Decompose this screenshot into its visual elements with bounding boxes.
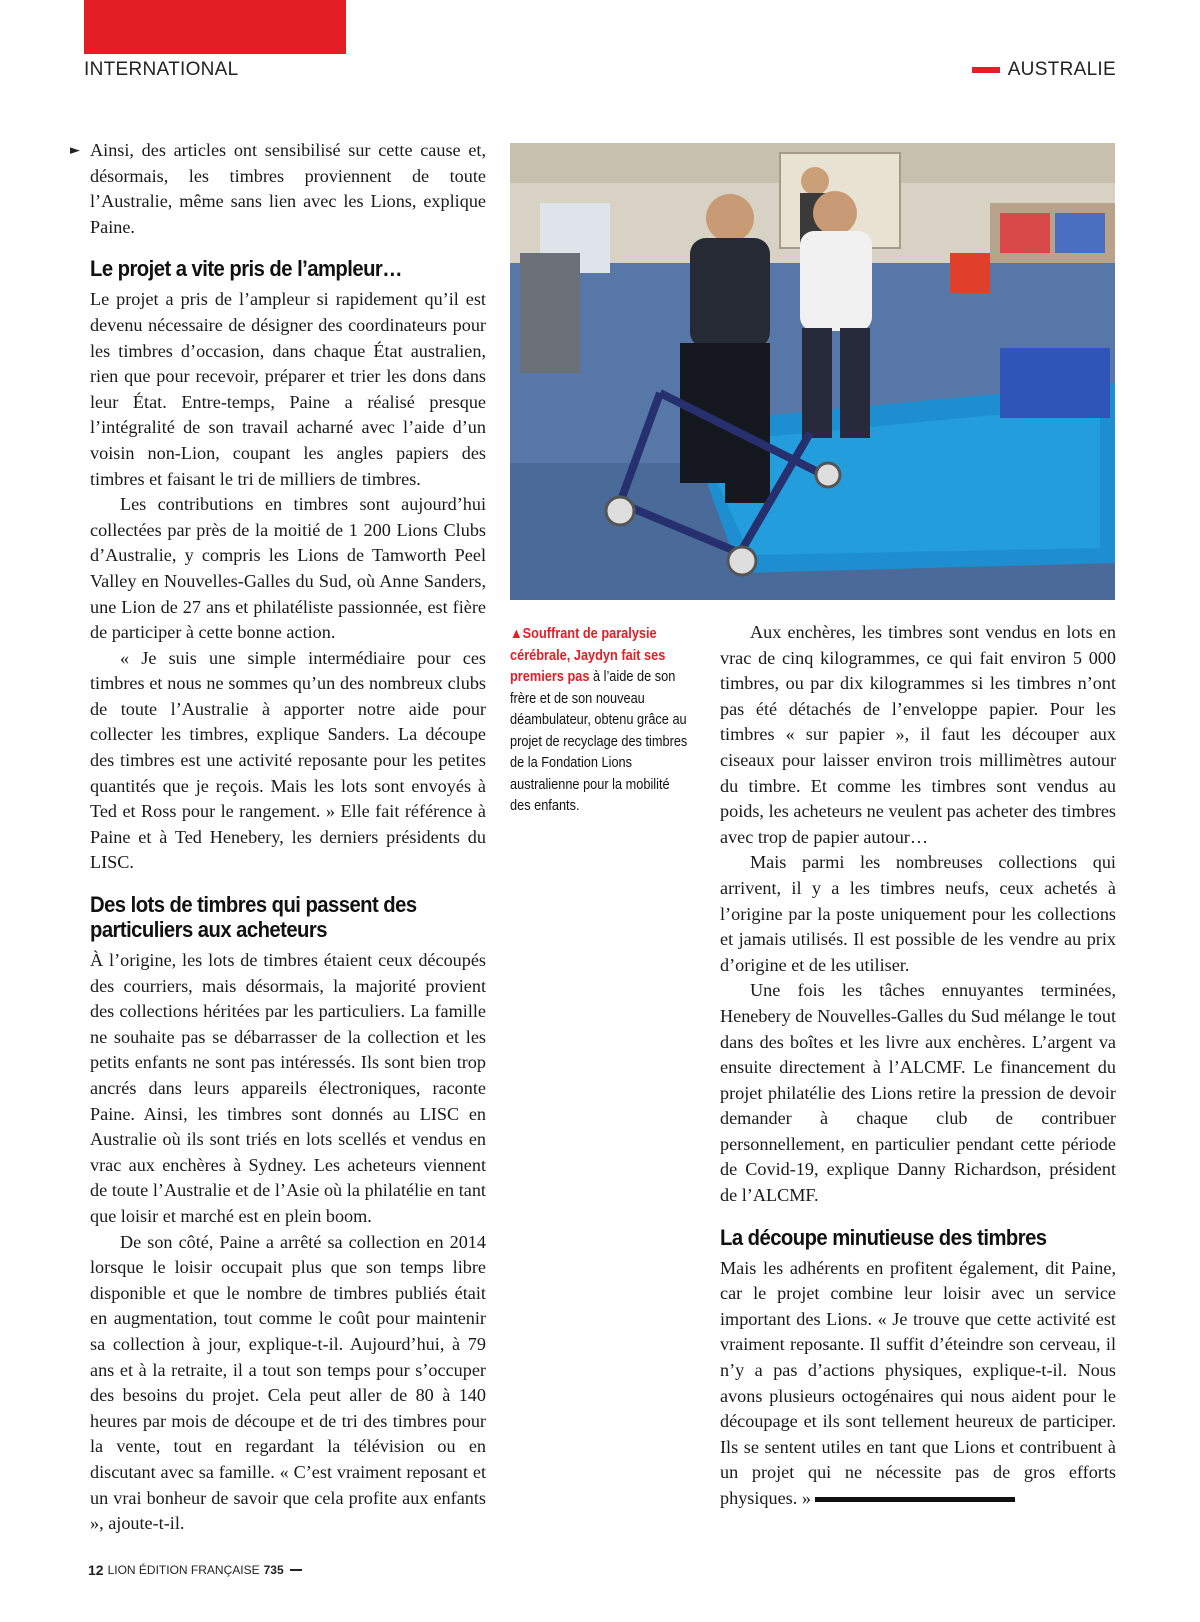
magazine-name: LION ÉDITION FRANÇAISE xyxy=(107,1563,260,1577)
subheading: Des lots de timbres qui passent des particuliers aux acheteurs xyxy=(90,892,417,943)
caption-text: à l’aide de son frère et de son nouveau déambulateur, obtenu grâce au projet de recyclage des timbres de la Fondation Lions australienne pour la mobilité des enfants. xyxy=(510,669,688,814)
article-photo xyxy=(510,143,1115,600)
header-red-block xyxy=(84,0,346,54)
footer-dash xyxy=(290,1569,302,1571)
paragraph: De son côté, Paine a arrêté sa collection en 2014 lorsque le loisir occupait plus que son temps libre disponible et que le nombre de timbres publiés était en augmentation, tout comme le coût pour maintenir sa collection à jour, explique-t-il. Aujourd’hui, à 79 ans et à la retraite, il a tout son temps pour s’occuper des besoins du projet. Cela peut aller de 80 à 140 heures par mois de découpe et de tri des timbres pour la vente, tout en regardant la télévision ou en discutant avec sa famille. « C’est vraiment reposant et un vrai bonheur de savoir que cela profite aux enfants », ajoute-t-il. xyxy=(90,1231,486,1534)
page-footer xyxy=(88,1562,302,1578)
paragraph: Les contributions en timbres sont aujourd’hui collectées par près de la moitié de 1 200 Lions Clubs d’Australie, y compris les Lions de Tamworth Peel Valley en Nouvelles-Galles du Sud, où Anne Sanders, une Lion de 27 ans et philatéliste passionnée, est fière de participer à cette bonne action. xyxy=(90,494,486,643)
left-column xyxy=(90,138,486,1537)
country-label xyxy=(972,59,1116,81)
caption-triangle-icon: ▲ xyxy=(510,626,523,642)
paragraph: Aux enchères, les timbres sont vendus en lots en vrac de cinq kilogrammes, ce qui fait environ 5 000 timbres, ou par dix kilogrammes si les timbres n’ont pas été détachés de l’enveloppe papier. Pour les timbres « sur papier », il faut les découper aux ciseaux pour laisser environ trois millimètres autour du timbre. Et comme les timbres sont vendus au poids, les acheteurs ne veulent pas acheter des timbres avec trop de papier autour… xyxy=(720,622,1116,847)
paragraph: À l’origine, les lots de timbres étaient ceux découpés des courriers, mais désormais, la majorité provient des collections héritées par les particuliers. La famille ne souhaite pas se débarrasser de la collection et les petits enfants ne sont pas intéressés. Ils sont bien trop ancrés dans leurs appareils électroniques, raconte Paine. Ainsi, les timbres sont donnés au LISC en Australie où ils sont triés en lots scellés et vendus en vrac aux enchères à Sydney. Les acheteurs viennent de toute l’Australie et de l’Asie où la philatélie en tant que loisir et marché est en plein boom. xyxy=(90,950,486,1226)
continuation-arrow-icon: ► xyxy=(70,143,80,158)
country-text: AUSTRALIE xyxy=(1007,59,1116,80)
paragraph-final xyxy=(720,1256,1116,1512)
article-end-bar xyxy=(815,1497,1015,1502)
photo-illustration xyxy=(510,143,1115,600)
final-text: Mais les adhérents en profitent également, dit Paine, car le projet combine leur loisir avec un service important des Lions. « Je trouve que cette activité est vraiment reposante. Il suffit d’éteindre son cerveau, il n’y a pas d’actions physiques, explique-t-il. Nous avons plusieurs octogénaires qui nous aident pour le découpage et ils sont tellement heureux de participer. Ils se sentent utiles en tant que Lions et contribuent à un projet qui ne nécessite pas de gros efforts physiques. » xyxy=(720,1257,1116,1508)
caption-highlight: Souffrant de paralysie cérébrale, Jaydyn fait ses premiers pas xyxy=(510,626,666,685)
paragraph: Le projet a pris de l’ampleur si rapidement qu’il est devenu nécessaire de désigner des coordinateurs pour les timbres d’occasion, dans chaque État australien, rien que pour recevoir, préparer et trier les dons dans leur État. Entre-temps, Paine a réalisé presque l’intégralité de son travail acharné avec l’aide d’un voisin non-Lion, coupant les angles papiers des timbres et faisant le tri de milliers de timbres. xyxy=(90,289,486,489)
section-label: INTERNATIONAL xyxy=(84,59,239,80)
right-column xyxy=(720,620,1116,1512)
photo-caption xyxy=(510,624,690,818)
subheading: Le projet a vite pris de l’ampleur… xyxy=(90,256,402,282)
paragraph: Une fois les tâches ennuyantes terminées, Henebery de Nouvelles-Galles du Sud mélange le tout dans des boîtes et les livre aux enchères. L’argent va ensuite directement à l’ALCMF. Le financement du projet philatélie des Lions retire la pression de devoir demander à chaque club de contribuer personnellement, en particulier pendant cette période de Covid-19, explique Danny Richardson, président de l’ALCMF. xyxy=(720,980,1116,1206)
paragraph: « Je suis une simple intermédiaire pour ces timbres et nous ne sommes qu’un des nombreux clubs de toute l’Australie à apporter notre aide pour collecter les timbres, explique Sanders. La découpe des timbres est une activité reposante pour les petites quantités que je reçois. Mais les lots sont envoyés à Ted et Ross pour le rangement. » Elle fait référence à Paine et à Ted Henebery, les derniers présidents du LISC. xyxy=(90,647,486,873)
country-dash xyxy=(972,67,1000,73)
paragraph: Mais parmi les nombreuses collections qui arrivent, il y a les timbres neufs, ceux achetés à l’origine par la poste uniquement pour les collections et jamais utilisés. Il est possible de les vendre au prix d’origine et de les utiliser. xyxy=(720,852,1116,975)
paragraph: Ainsi, des articles ont sensibilisé sur cette cause et, désormais, les timbres proviennent de toute l’Australie, même sans lien avec les Lions, explique Paine. xyxy=(90,140,486,237)
subheading: La découpe minutieuse des timbres xyxy=(720,1224,1047,1250)
page-number: 12 xyxy=(88,1562,104,1578)
issue-number: 735 xyxy=(263,1563,284,1577)
